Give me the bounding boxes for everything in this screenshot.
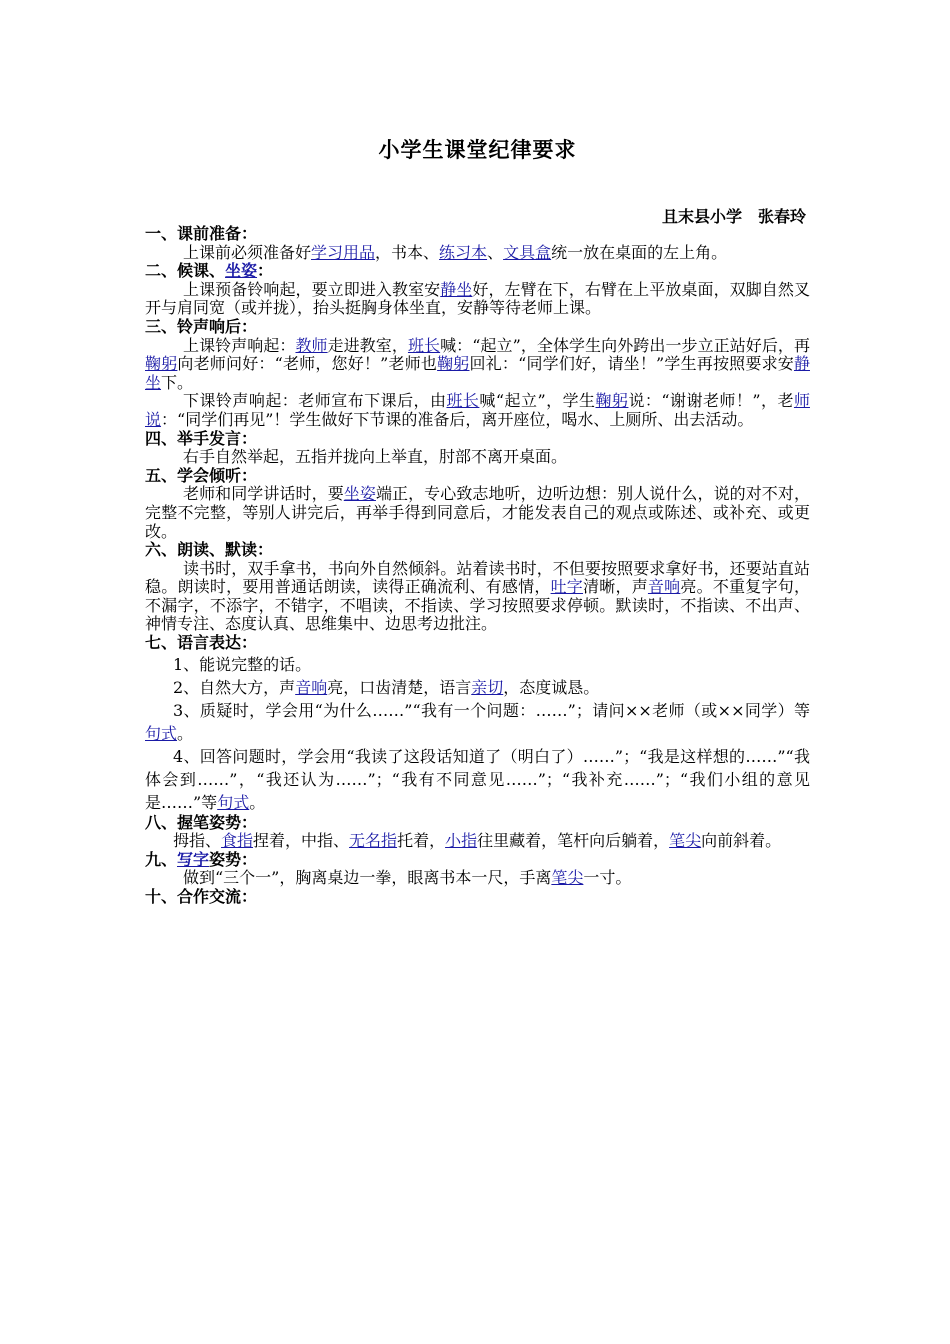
link-little-finger[interactable]: 小指 bbox=[445, 831, 478, 851]
text: 下课铃声响起：老师宣布下课后，由 bbox=[183, 391, 447, 411]
link-sitting-posture[interactable]: 坐姿 bbox=[343, 484, 376, 504]
text: 下。 bbox=[161, 372, 194, 392]
text: ，书本、 bbox=[375, 242, 440, 262]
text: 走进教室， bbox=[327, 335, 408, 355]
text: ，态度诚恳。 bbox=[503, 677, 600, 697]
text: 亮，口齿清楚，语言 bbox=[327, 677, 472, 697]
text: 、 bbox=[487, 242, 504, 262]
link-pencil-case[interactable]: 文具盒 bbox=[503, 242, 552, 262]
link-index-finger[interactable]: 食指 bbox=[221, 831, 254, 851]
text: 好，左臂在下，右臂在上平放桌面，双脚自然叉开与肩同宽（或并拢），抬头挺胸身体坐直，安静等待老师上课。 bbox=[145, 279, 810, 318]
text: 向老师问好：“老师，您好！”老师也 bbox=[177, 354, 438, 374]
text: 老师和同学讲话时，要 bbox=[183, 484, 344, 504]
link-monitor[interactable]: 班长 bbox=[446, 391, 480, 411]
text: 上课预备铃响起，要立即进入教室安 bbox=[183, 279, 441, 299]
text: 一寸。 bbox=[583, 868, 632, 888]
section-heading-5: 五、学会倾听： bbox=[145, 465, 258, 485]
section-2-paragraph bbox=[145, 281, 810, 318]
link-exercise-book[interactable]: 练习本 bbox=[439, 242, 488, 262]
section-heading-7: 七、语言表达： bbox=[145, 633, 258, 653]
text: 做到“三个一”，胸离桌边一拳，眼离书本一尺，手离 bbox=[183, 868, 552, 888]
text: ：“同学们再见”！学生做好下节课的准备后，离开座位，喝水、上厕所、出去活动。 bbox=[161, 409, 754, 429]
link-bow[interactable]: 鞠躬 bbox=[145, 354, 178, 374]
link-sit-quietly[interactable]: 静坐 bbox=[440, 279, 473, 299]
link-loud[interactable]: 音响 bbox=[295, 677, 328, 697]
text: 捏着，中指、 bbox=[253, 831, 350, 851]
heading-text: 二、候课、 bbox=[145, 261, 226, 281]
link-kind[interactable]: 亲切 bbox=[471, 677, 504, 697]
text: 上课铃声响起： bbox=[183, 335, 296, 355]
text: 清晰，声 bbox=[583, 577, 648, 597]
section-1-paragraph bbox=[145, 244, 810, 263]
link-pen-tip[interactable]: 笔尖 bbox=[551, 868, 584, 888]
link-ring-finger[interactable]: 无名指 bbox=[349, 831, 398, 851]
text: 喊：“起立”，全体学生向外跨出一步立正站好后，再 bbox=[440, 335, 810, 355]
text: 。 bbox=[249, 792, 266, 812]
text: 上课前必须准备好 bbox=[183, 242, 312, 262]
link-bow[interactable]: 鞠躬 bbox=[595, 391, 629, 411]
section-heading-3: 三、铃声响后： bbox=[145, 316, 258, 336]
link-sentence-pattern[interactable]: 句式 bbox=[145, 723, 178, 743]
text: 喊“起立”，学生 bbox=[479, 391, 596, 411]
text: 向前斜着。 bbox=[701, 831, 782, 851]
link-monitor[interactable]: 班长 bbox=[407, 335, 441, 355]
section-7-item-2 bbox=[145, 676, 810, 699]
text: 说：“谢谢老师！”，老 bbox=[628, 391, 794, 411]
link-articulation[interactable]: 吐字 bbox=[550, 577, 584, 597]
link-pen-tip[interactable]: 笔尖 bbox=[669, 831, 702, 851]
section-7-item-4 bbox=[145, 745, 810, 814]
section-heading-2 bbox=[145, 262, 810, 281]
link-bow[interactable]: 鞠躬 bbox=[437, 354, 470, 374]
text: 读书时，双手拿书，书向外自然倾斜。站着读书时，不但要按照要求拿好书，还要站直站稳。朗读时，要用普通话朗读，读得正确流利、有感情， bbox=[145, 558, 810, 597]
section-5-paragraph bbox=[145, 485, 810, 541]
section-9-paragraph bbox=[145, 869, 810, 888]
text: 2、自然大方，声 bbox=[173, 677, 296, 697]
text: 统一放在桌面的左上角。 bbox=[551, 242, 728, 262]
section-7-item-1: 1、能说完整的话。 bbox=[173, 654, 312, 674]
link-sitting-posture[interactable]: 坐姿 bbox=[225, 261, 258, 281]
heading-text: 九、 bbox=[145, 849, 178, 869]
section-heading-8: 八、握笔姿势： bbox=[145, 812, 258, 832]
section-heading-6: 六、朗读、默读： bbox=[145, 540, 274, 560]
heading-text: 姿势： bbox=[209, 849, 258, 869]
text: 3、质疑时，学会用“为什么……”“我有一个问题：……”；请问××老师（或××同学）等 bbox=[173, 700, 810, 720]
author-line: 且末县小学 张春玲 bbox=[661, 207, 806, 226]
text: 亮。不重复字句，不漏字，不添字，不错字，不唱读，不指读、学习按照要求停顿。默读时，不指读、不出声、神情专注、态度认真、思维集中、边思考边批注。 bbox=[145, 577, 810, 634]
document-body bbox=[145, 225, 810, 907]
text: 往里藏着，笔杆向后躺着， bbox=[477, 831, 670, 851]
link-study-supplies[interactable]: 学习用品 bbox=[311, 242, 376, 262]
link-sentence-pattern[interactable]: 句式 bbox=[217, 792, 250, 812]
page-title: 小学生课堂纪律要求 bbox=[378, 138, 577, 162]
text: 回礼：“同学们好，请坐！”学生再按照要求安 bbox=[469, 354, 794, 374]
section-3-paragraph-1 bbox=[145, 337, 810, 393]
link-teacher-says[interactable]: 师说 bbox=[145, 391, 810, 429]
text: 端正，专心致志地听，边听边想：别人说什么，说的对不对，完整不完整，等别人讲完后，再举手得到同意后，才能发表自己的观点或陈述、或补充、或更改。 bbox=[145, 484, 810, 541]
text: 拇指、 bbox=[173, 831, 222, 851]
section-8-paragraph bbox=[145, 832, 810, 851]
section-heading-1: 一、课前准备： bbox=[145, 224, 258, 243]
section-heading-10: 十、合作交流： bbox=[145, 887, 258, 907]
section-heading-9 bbox=[145, 851, 810, 870]
section-6-paragraph bbox=[145, 560, 810, 634]
link-writing[interactable]: 写字 bbox=[177, 849, 210, 869]
text: 托着， bbox=[397, 831, 446, 851]
link-loud[interactable]: 音响 bbox=[647, 577, 681, 597]
link-teacher[interactable]: 教师 bbox=[295, 335, 328, 355]
section-7-item-3 bbox=[145, 699, 810, 745]
section-4-paragraph: 右手自然举起，五指并拢向上举直，肘部不离开桌面。 bbox=[183, 447, 568, 467]
section-heading-4: 四、举手发言： bbox=[145, 428, 258, 448]
text: 。 bbox=[177, 723, 194, 743]
heading-text: ： bbox=[257, 261, 274, 281]
section-3-paragraph-2 bbox=[145, 392, 810, 429]
text: 4、回答问题时，学会用“我读了这段话知道了（明白了）……”；“我是这样想的……”“我体会到……”，“我还认为……”；“我有不同意见……”；“我补充……”；“我们小组的意见是……”等 bbox=[145, 746, 810, 812]
link-sit-quietly[interactable]: 静坐 bbox=[145, 354, 810, 392]
